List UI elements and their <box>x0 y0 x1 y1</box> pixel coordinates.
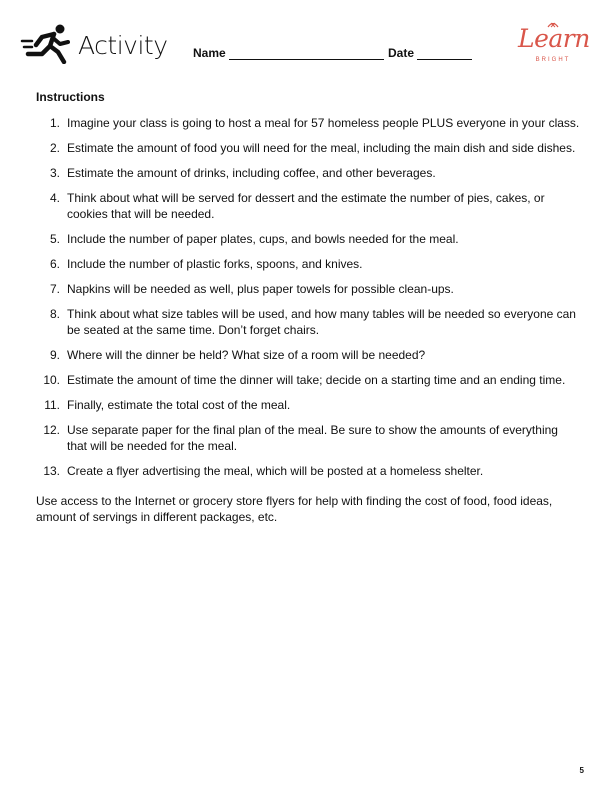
name-field[interactable] <box>193 46 384 60</box>
list-item <box>36 140 581 156</box>
step-text: Think about what will be served for dessert and the estimate the number of pies, cakes, or cookies that will be needed. <box>67 191 545 221</box>
instructions-heading: Instructions <box>36 90 105 104</box>
step-text: Finally, estimate the total cost of the meal. <box>67 398 291 412</box>
list-item <box>36 115 581 131</box>
step-number: 4. <box>49 191 60 205</box>
step-number: 2. <box>49 141 60 155</box>
step-text: Estimate the amount of drinks, including coffee, and other beverages. <box>67 166 436 180</box>
list-item <box>36 165 581 181</box>
list-item <box>36 397 581 413</box>
list-item <box>36 231 581 247</box>
learn-bright-logo <box>518 24 588 70</box>
logo-wordmark: Learn <box>518 24 590 53</box>
step-text: Napkins will be needed as well, plus paper towels for possible clean-ups. <box>67 282 454 296</box>
resources-note: Use access to the Internet or grocery store flyers for help with finding the cost of food, food ideas, amount of servings in different packages, etc. <box>36 494 553 524</box>
page-title: Activity <box>78 31 168 60</box>
list-item <box>36 256 581 272</box>
list-item <box>36 281 581 297</box>
running-person-icon <box>20 24 72 64</box>
name-blank-line[interactable] <box>229 48 384 60</box>
step-number: 13. <box>43 464 60 478</box>
step-number: 6. <box>49 257 60 271</box>
step-number: 7. <box>49 282 60 296</box>
step-number: 5. <box>49 232 60 246</box>
logo-subtext: BRIGHT <box>535 57 571 63</box>
list-item <box>36 372 581 388</box>
list-item <box>36 190 581 222</box>
step-text: Imagine your class is going to host a meal for 57 homeless people PLUS everyone in your class. <box>67 116 580 130</box>
step-text: Include the number of plastic forks, spoons, and knives. <box>67 257 363 271</box>
list-item <box>36 422 581 454</box>
step-number: 8. <box>49 307 60 321</box>
step-text: Create a flyer advertising the meal, which will be posted at a homeless shelter. <box>67 464 484 478</box>
date-label: Date <box>388 46 415 60</box>
page-header <box>0 0 612 80</box>
step-number: 3. <box>49 166 60 180</box>
instructions-list <box>36 115 581 479</box>
page-number: 5 <box>579 766 584 775</box>
list-item <box>36 306 581 338</box>
step-text: Think about what size tables will be used, and how many tables will be needed so everyone can be seated at the same time. Don’t forget chairs. <box>67 307 576 337</box>
list-item <box>36 347 581 363</box>
step-number: 12. <box>43 423 60 437</box>
step-text: Where will the dinner be held? What size of a room will be needed? <box>67 348 426 362</box>
step-number: 11. <box>44 398 60 412</box>
instructions-section <box>36 89 581 525</box>
step-number: 9. <box>49 348 60 362</box>
step-text: Estimate the amount of time the dinner will take; decide on a starting time and an ending time. <box>67 373 566 387</box>
date-field[interactable] <box>388 46 472 60</box>
date-blank-line[interactable] <box>417 48 472 60</box>
step-text: Estimate the amount of food you will need for the meal, including the main dish and side dishes. <box>67 141 576 155</box>
step-text: Use separate paper for the final plan of the meal. Be sure to show the amounts of everything that will be needed for the meal. <box>67 423 558 453</box>
step-number: 1. <box>49 116 60 130</box>
list-item <box>36 463 581 479</box>
name-label: Name <box>193 46 226 60</box>
step-text: Include the number of paper plates, cups, and bowls needed for the meal. <box>67 232 459 246</box>
step-number: 10. <box>43 373 60 387</box>
